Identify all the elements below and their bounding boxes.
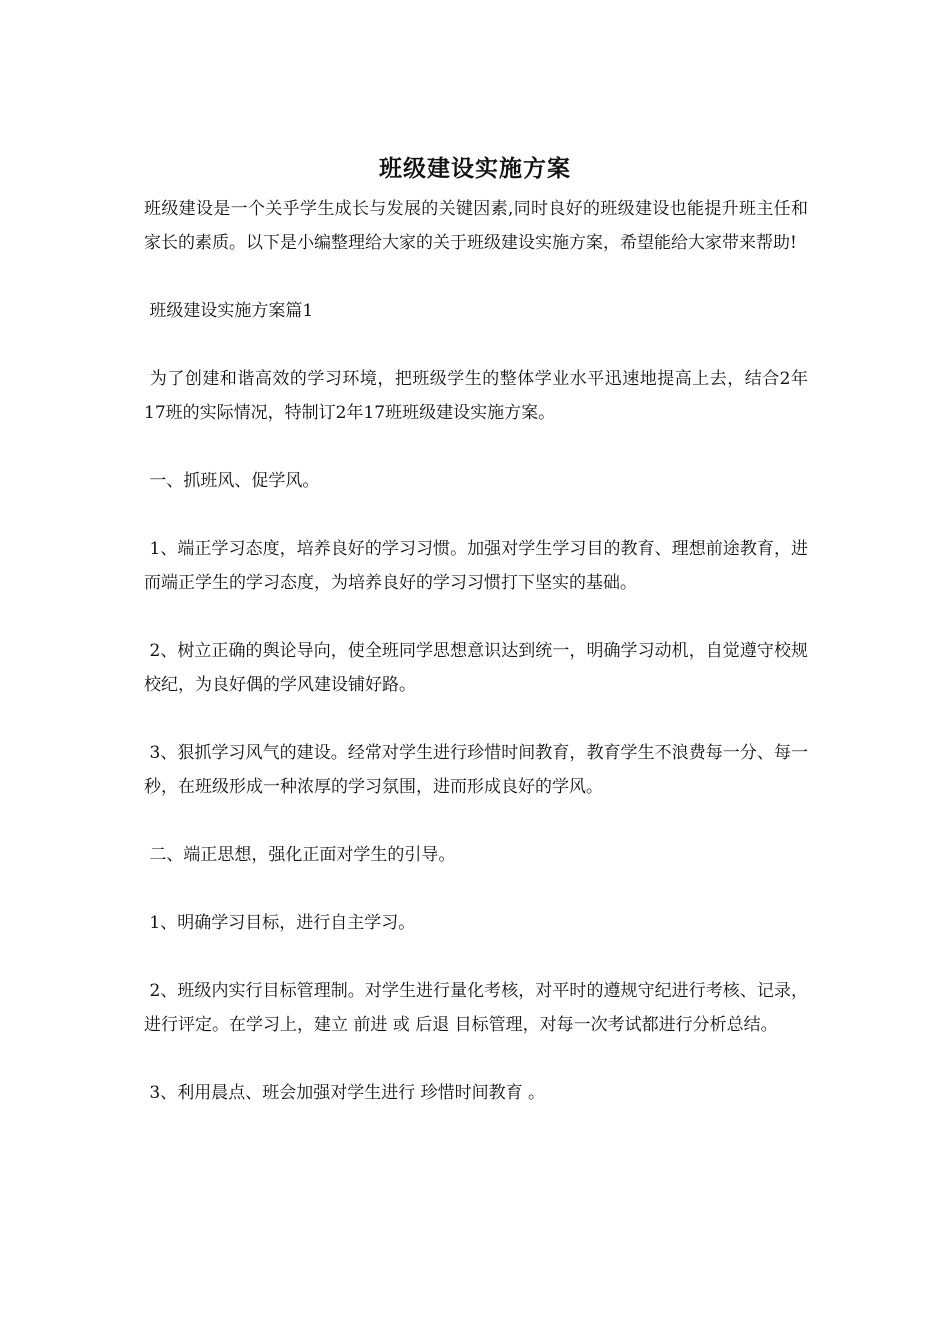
subsection-heading: 一、抓班风、促学风。 [144, 471, 320, 491]
list-item: 2、班级内实行目标管理制。对学生进行量化考核，对平时的遵规守纪进行考核、记录，进行评定。在学习上，建立 前进 或 后退 目标管理，对每一次考试都进行分析总结。 [144, 981, 808, 1035]
list-item: 1、端正学习态度，培养良好的学习习惯。加强对学生学习目的教育、理想前途教育，进而端正学生的学习态度，为培养良好的学习习惯打下坚实的基础。 [144, 539, 808, 593]
body-paragraph: 为了创建和谐高效的学习环境，把班级学生的整体学业水平迅速地提高上去，结合2年17班的实际情况，特制订2年17班班级建设实施方案。 [144, 369, 808, 423]
intro-paragraph: 班级建设是一个关乎学生成长与发展的关键因素,同时良好的班级建设也能提升班主任和家长的素质。以下是小编整理给大家的关于班级建设实施方案，希望能给大家带来帮助! [144, 199, 808, 253]
list-item: 3、狠抓学习风气的建设。经常对学生进行珍惜时间教育，教育学生不浪费每一分、每一秒，在班级形成一种浓厚的学习氛围，进而形成良好的学风。 [144, 743, 808, 797]
subsection-heading: 二、端正思想，强化正面对学生的引导。 [144, 845, 456, 865]
document-title: 班级建设实施方案 [379, 155, 571, 182]
document-body [144, 192, 808, 1144]
list-item: 1、明确学习目标，进行自主学习。 [144, 913, 416, 933]
list-item: 3、利用晨点、班会加强对学生进行 珍惜时间教育 。 [144, 1083, 546, 1103]
list-item: 2、树立正确的舆论导向，使全班同学思想意识达到统一，明确学习动机，自觉遵守校规校纪，为良好偶的学风建设铺好路。 [144, 641, 808, 695]
section-heading: 班级建设实施方案篇1 [144, 301, 314, 321]
